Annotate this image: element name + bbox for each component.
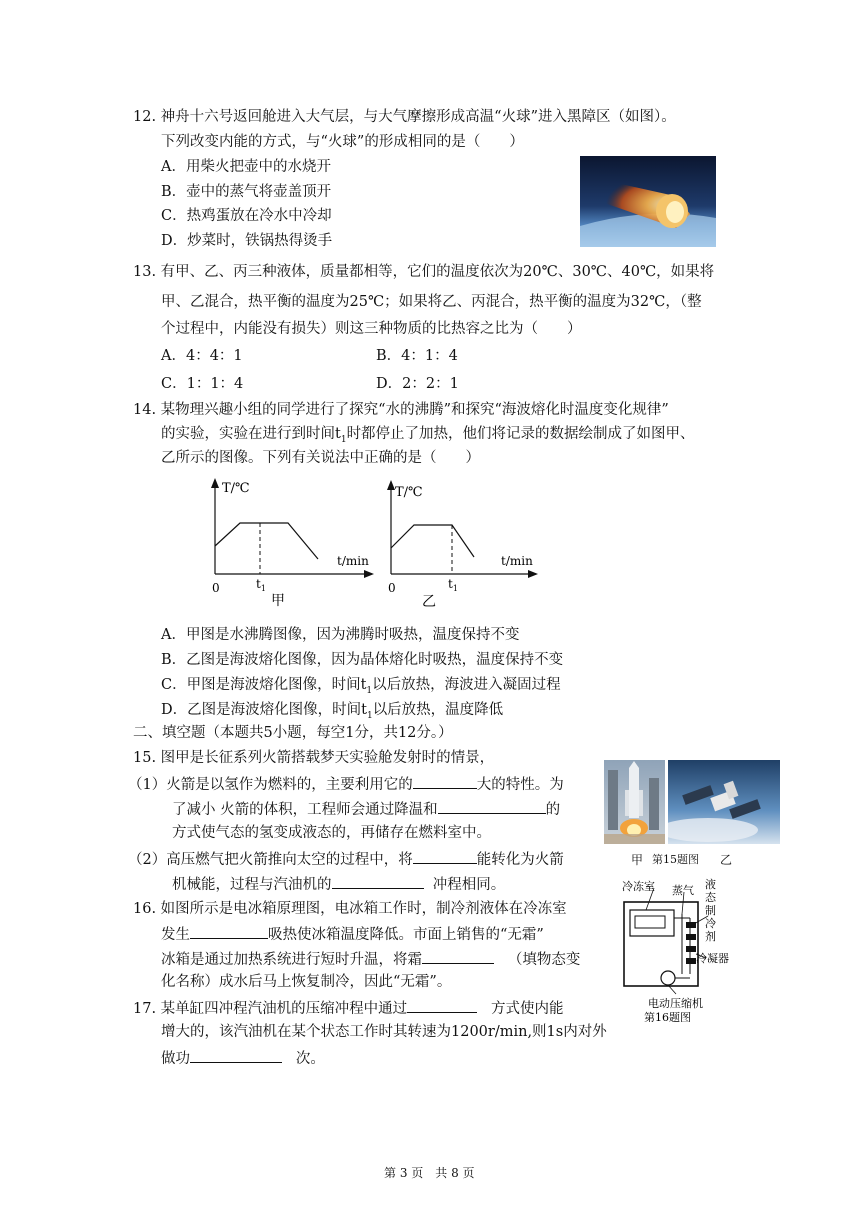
q14-line2: 的实验，实验在进行到时间$t_1$时都停止了加热，他们将记录的数据绘制成了如图甲、: [161, 426, 695, 445]
q12-line1: 12. 神舟十六号返回舱进入大气层，与大气摩擦形成高温“火球”进入黑障区（如图）。: [133, 109, 676, 125]
page-footer: 第 3 页 共 8 页: [384, 1166, 475, 1180]
q13-option-a: A．4：4：1: [161, 348, 243, 364]
q13-option-c: C．1：1：4: [161, 376, 244, 392]
answer-blank[interactable]: [407, 997, 477, 1013]
answer-blank[interactable]: [190, 923, 268, 939]
q16-line3: 冰箱是通过加热系统进行短时升温，将霜 （填物态变: [161, 948, 580, 970]
fridge-label-liquid-5: 剂: [705, 930, 716, 943]
fridge-label-freezer: 冷冻室: [622, 880, 655, 893]
q12-option-a: A．用柴火把壶中的水烧开: [161, 159, 331, 175]
q15-part2-line2: 机械能，过程与汽油机的 冲程相同。: [172, 873, 505, 895]
fridge-diagram: [614, 874, 744, 1022]
answer-blank[interactable]: [413, 848, 477, 864]
fridge-label-liquid-1: 液: [705, 878, 716, 891]
q15-fig-label-jia: 甲: [631, 853, 644, 867]
answer-blank[interactable]: [422, 948, 494, 964]
q14-option-b: B．乙图是海波熔化图像，因为晶体熔化时吸热，温度保持不变: [161, 652, 564, 668]
q12-line2: 下列改变内能的方式，与“火球”的形成相同的是（ ）: [161, 134, 524, 150]
graph-yi-xlabel: t/min: [501, 554, 533, 568]
reentry-fireball-image: [580, 156, 716, 247]
answer-blank[interactable]: [332, 873, 424, 889]
graph-jia-caption: 甲: [271, 593, 285, 609]
rocket-launch-image: [604, 760, 665, 844]
q13-option-b: B．4：1：4: [376, 348, 458, 364]
q12-option-b: B．壶中的蒸气将壶盖顶开: [161, 184, 332, 200]
q13-line2: 甲、乙混合，热平衡的温度为25℃；如果将乙、丙混合，热平衡的温度为32℃，（整: [161, 294, 702, 310]
q14-option-d: D．乙图是海波熔化图像，时间$t_1$以后放热，温度降低: [161, 702, 504, 721]
q15-line1: 15. 图甲是长征系列火箭搭载梦天实验舱发射时的情景，: [133, 750, 495, 766]
answer-blank[interactable]: [190, 1047, 282, 1063]
q13-line3: 个过程中，内能没有损失）则这三种物质的比热容之比为（ ）: [161, 321, 582, 337]
graph-jia-ylabel: T/℃: [222, 481, 250, 496]
q13-line1: 13. 有甲、乙、丙三种液体，质量都相等，它们的温度依次为20℃、30℃、40℃，如果将: [133, 264, 715, 280]
q13-option-d: D．2：2：1: [376, 376, 459, 392]
answer-blank[interactable]: [413, 773, 477, 789]
q12-option-c: C．热鸡蛋放在冷水中冷却: [161, 208, 332, 224]
q15-part1-line1: （1）火箭是以氢作为燃料的，主要利用它的 大的特性。为: [128, 773, 564, 795]
fridge-label-vapor: 蒸气: [672, 884, 694, 897]
q12-option-d: D．炒菜时，铁锅热得烫手: [161, 233, 333, 249]
q16-line2: 发生 吸热使冰箱温度降低。市面上销售的“无霜”: [161, 923, 544, 945]
graph-yi-ylabel: T/℃: [395, 485, 423, 500]
fridge-label-condenser: 冷凝器: [696, 952, 729, 965]
graph-yi-origin: 0: [388, 581, 396, 595]
q15-part1-line2: 了减小 火箭的体积，工程师会通过降温和 的: [172, 798, 560, 820]
section-heading: 二、填空题（本题共5小题，每空1分，共12分。）: [133, 725, 453, 741]
q16-line4: 化名称）成水后马上恢复制冷，因此“无霜”。: [161, 974, 452, 990]
graph-jia-tick: $t_1$: [256, 577, 266, 593]
graph-yi-caption: 乙: [422, 594, 436, 610]
graph-jia: [200, 474, 380, 614]
fridge-label-liquid-3: 制: [705, 904, 716, 917]
q15-part2-line1: （2）高压燃气把火箭推向太空的过程中，将 能转化为火箭: [128, 848, 564, 870]
q17-line3: 做功 次。: [161, 1047, 325, 1069]
q14-line1: 14. 某物理兴趣小组的同学进行了探究“水的沸腾”和探究“海波熔化时温度变化规律”: [133, 402, 669, 418]
q17-line2: 增大的，该汽油机在某个状态工作时其转速为1200r/min,则1s内对外: [161, 1024, 607, 1040]
fridge-label-compressor: 电动压缩机: [648, 997, 703, 1010]
q15-part1-line3: 方式使气态的氢变成液态的，再储存在燃料室中。: [172, 825, 491, 841]
q14-option-c: C．甲图是海波熔化图像，时间$t_1$以后放热，海波进入凝固过程: [161, 677, 561, 696]
q15-fig-label-yi: 乙: [720, 853, 733, 867]
q16-line1: 16. 如图所示是电冰箱原理图，电冰箱工作时，制冷剂液体在冷冻室: [133, 901, 567, 917]
q15-fig-caption: 第15题图: [652, 853, 699, 866]
q14-line3: 乙所示的图像。下列有关说法中正确的是（ ）: [161, 450, 480, 466]
graph-yi: [376, 474, 556, 614]
fridge-caption: 第16题图: [644, 1011, 691, 1022]
space-station-image: [668, 760, 780, 844]
graph-jia-origin: 0: [212, 581, 220, 595]
q17-line1: 17. 某单缸四冲程汽油机的压缩冲程中通过 方式使内能: [133, 997, 564, 1019]
q14-option-a: A．甲图是水沸腾图像，因为沸腾时吸热，温度保持不变: [161, 627, 520, 643]
fridge-label-liquid-4: 冷: [705, 917, 716, 930]
fridge-label-liquid-2: 态: [705, 891, 716, 904]
graph-jia-xlabel: t/min: [337, 554, 369, 568]
graph-yi-tick: $t_1$: [448, 577, 458, 593]
answer-blank[interactable]: [438, 798, 546, 814]
